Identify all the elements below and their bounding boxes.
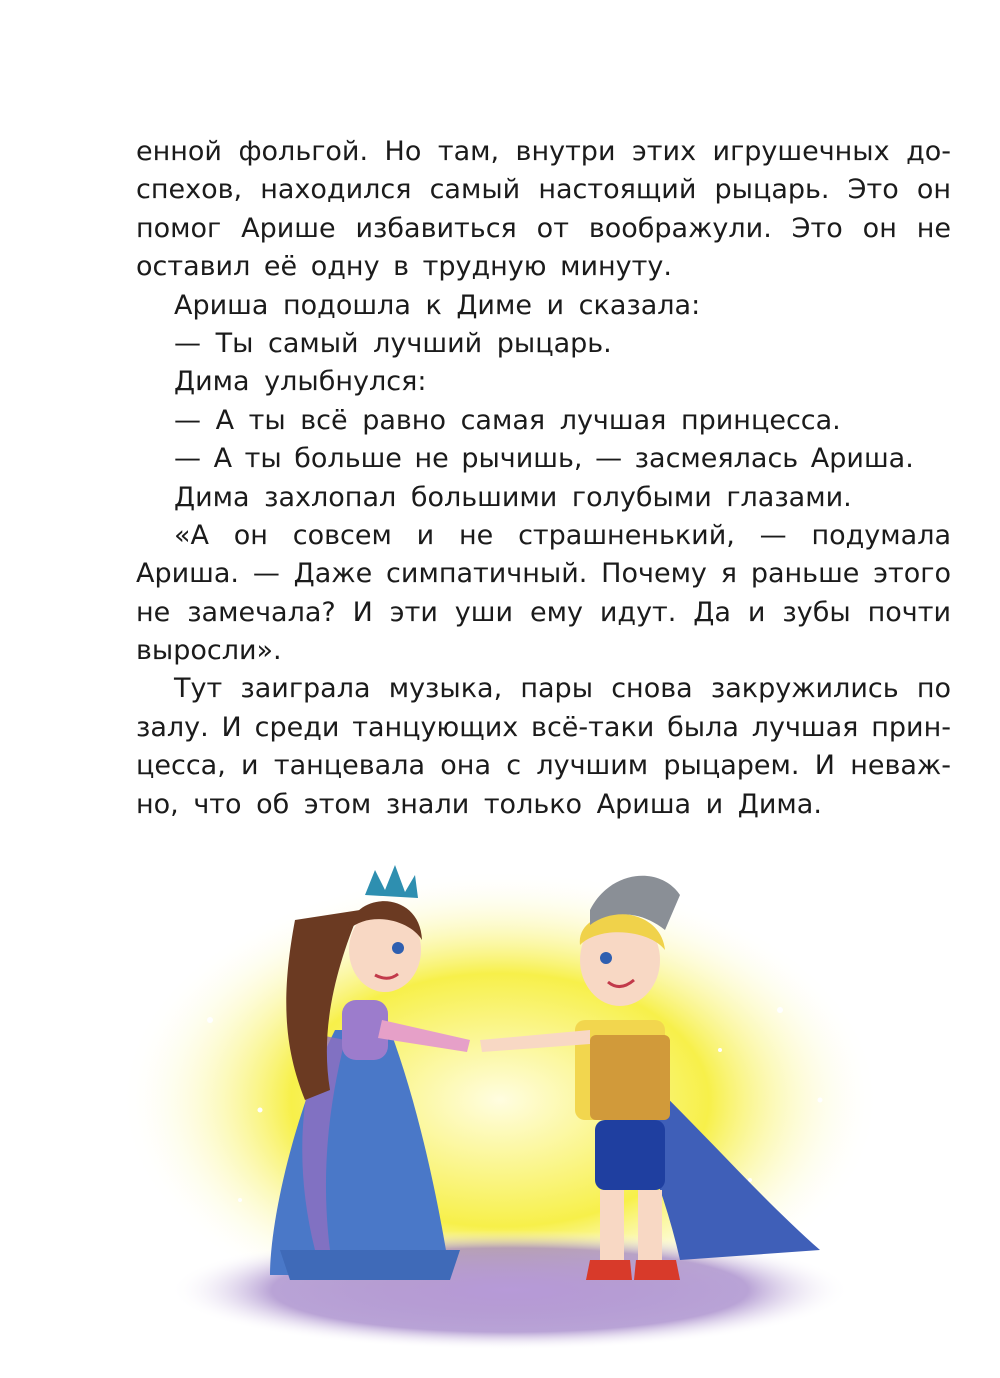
dance-illustration bbox=[120, 850, 880, 1350]
text-line: енной фольгой. Но там, внутри этих игрушечных до- bbox=[136, 136, 951, 167]
text-line: Дима захлопал большими голубыми глазами. bbox=[174, 481, 852, 513]
text-line: спехов, находился самый настоящий рыцарь. Это он bbox=[136, 174, 951, 206]
text-line: оставил её одну в трудную минуту. bbox=[136, 251, 672, 283]
text-line: но, что об этом знали только Ариша и Дима. bbox=[136, 788, 822, 820]
text-line: цесса, и танцевала она с лучшим рыцарем. И неваж- bbox=[136, 750, 951, 782]
text-line: — Ты самый лучший рыцарь. bbox=[174, 327, 612, 359]
text-line: выросли». bbox=[136, 635, 282, 667]
text-line: Ариша подошла к Диме и сказала: bbox=[174, 289, 701, 321]
text-line: помог Арише избавиться от воображули. Это он не bbox=[136, 212, 951, 244]
text-line: — А ты всё равно самая лучшая принцесса. bbox=[174, 404, 841, 436]
text-line: залу. И среди танцующих всё-таки была лучшая прин- bbox=[136, 711, 951, 743]
text-line: «А он совсем и не страшненький, — подумала bbox=[174, 519, 951, 551]
text-line: Ариша. — Даже симпатичный. Почему я раньше этого bbox=[136, 558, 951, 590]
story-text bbox=[136, 133, 951, 824]
text-line: Дима улыбнулся: bbox=[174, 366, 427, 398]
text-line: — А ты больше не рычишь, — засмеялась Ариша. bbox=[174, 443, 914, 475]
text-line: Тут заиграла музыка, пары снова закружились по bbox=[174, 673, 951, 705]
text-line: не замечала? И эти уши ему идут. Да и зубы почти bbox=[136, 596, 951, 628]
